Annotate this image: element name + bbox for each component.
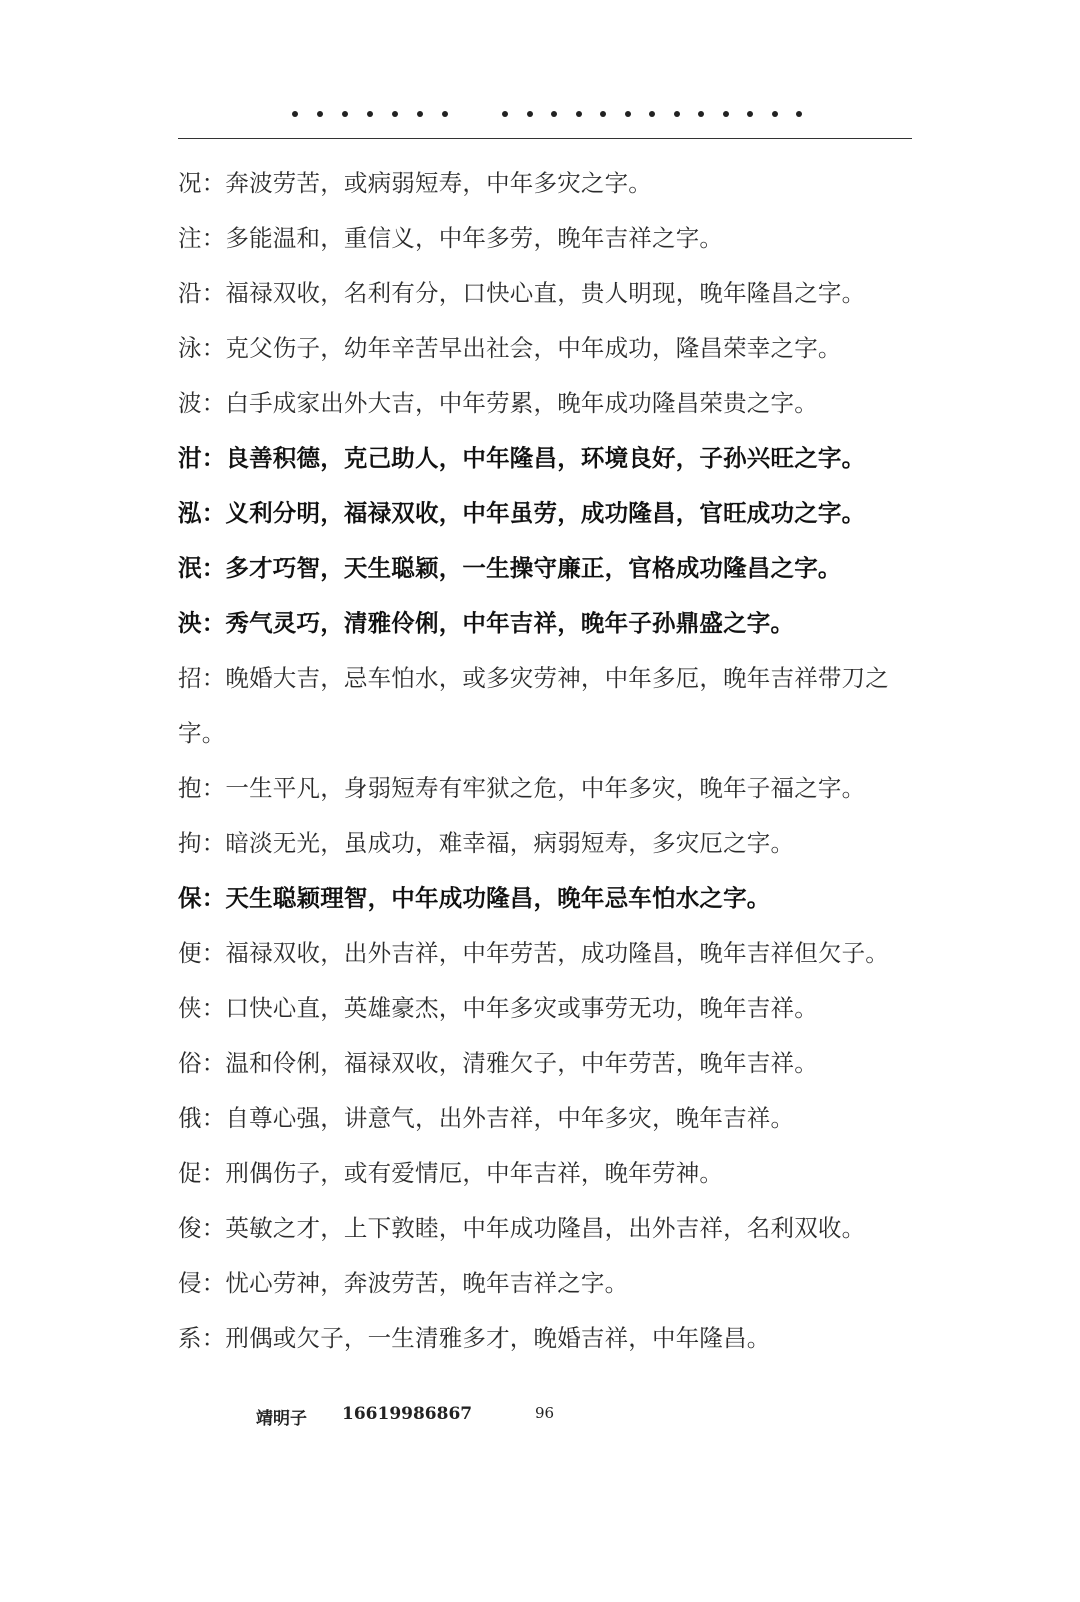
entry-separator: ： [201, 939, 226, 967]
dot-icon [417, 111, 423, 117]
entry-separator: ： [201, 169, 226, 197]
entry-character: 泓 [178, 499, 202, 527]
character-entry [178, 651, 918, 761]
character-entry [178, 321, 918, 376]
character-entry [178, 981, 918, 1036]
entry-character: 况 [178, 169, 202, 197]
entry-description: 暗淡无光，虽成功，难幸福，病弱短寿，多灾厄之字。 [225, 829, 795, 857]
entry-description: 晚婚大吉，忌车怕水，或多灾劳神，中年多厄，晚年吉祥带刀之字。 [178, 664, 890, 747]
character-entry [178, 266, 918, 321]
entry-separator: ： [201, 389, 226, 417]
dot-icon [747, 111, 753, 117]
entry-character: 俊 [178, 1214, 202, 1242]
entry-character: 注 [178, 224, 202, 252]
entry-character: 泯 [178, 554, 202, 582]
character-entry [178, 486, 918, 541]
entry-description: 克父伤子，幼年辛苦早出社会，中年成功，隆昌荣幸之字。 [225, 334, 842, 362]
entry-character: 沿 [178, 279, 202, 307]
entry-character: 促 [178, 1159, 202, 1187]
entry-separator: ： [201, 1159, 226, 1187]
entry-separator: ： [201, 609, 226, 637]
entry-description: 多能温和，重信义，中年多劳，晚年吉祥之字。 [225, 224, 724, 252]
entry-separator: ： [201, 554, 226, 582]
entry-description: 福禄双收，名利有分，口快心直，贵人明现，晚年隆昌之字。 [225, 279, 866, 307]
header-rule [178, 138, 912, 139]
entry-separator: ： [201, 664, 226, 692]
entry-description: 温和伶俐，福禄双收，清雅欠子，中年劳苦，晚年吉祥。 [225, 1049, 818, 1077]
entry-character: 侵 [178, 1269, 202, 1297]
header-dots-right [502, 104, 802, 124]
entry-character: 抱 [178, 774, 202, 802]
character-entry-list [178, 156, 918, 1366]
dot-icon [674, 111, 680, 117]
entry-description: 忧心劳神，奔波劳苦，晚年吉祥之字。 [225, 1269, 629, 1297]
entry-description: 口快心直，英雄豪杰，中年多灾或事劳无功，晚年吉祥。 [225, 994, 818, 1022]
dot-icon [698, 111, 704, 117]
dot-icon [527, 111, 533, 117]
character-entry [178, 761, 918, 816]
dot-icon [342, 111, 348, 117]
entry-description: 刑偶伤子，或有爱情厄，中年吉祥，晚年劳神。 [225, 1159, 724, 1187]
entry-character: 波 [178, 389, 202, 417]
entry-description: 刑偶或欠子，一生清雅多才，晚婚吉祥，中年隆昌。 [225, 1324, 771, 1352]
page-number: 96 [535, 1404, 555, 1422]
entry-description: 福禄双收，出外吉祥，中年劳苦，成功隆昌，晚年吉祥但欠子。 [225, 939, 890, 967]
dot-icon [551, 111, 557, 117]
dot-icon [502, 111, 508, 117]
entry-character: 泳 [178, 334, 202, 362]
entry-character: 保 [178, 884, 202, 912]
entry-character: 泔 [178, 444, 202, 472]
dot-icon [576, 111, 582, 117]
header-dots-left [292, 104, 448, 124]
dot-icon [625, 111, 631, 117]
character-entry [178, 211, 918, 266]
character-entry [178, 1256, 918, 1311]
entry-character: 拘 [178, 829, 202, 857]
entry-separator: ： [201, 829, 226, 857]
dot-icon [317, 111, 323, 117]
dot-icon [392, 111, 398, 117]
dot-icon [292, 111, 298, 117]
entry-separator: ： [201, 444, 226, 472]
character-entry [178, 1146, 918, 1201]
entry-description: 天生聪颖理智，中年成功隆昌，晚年忌车怕水之字。 [225, 884, 771, 912]
entry-description: 英敏之才，上下敦睦，中年成功隆昌，出外吉祥，名利双收。 [225, 1214, 866, 1242]
entry-description: 多才巧智，天生聪颖，一生操守廉正，官格成功隆昌之字。 [225, 554, 842, 582]
entry-separator: ： [201, 1269, 226, 1297]
character-entry [178, 376, 918, 431]
character-entry [178, 1311, 918, 1366]
entry-description: 白手成家出外大吉，中年劳累，晚年成功隆昌荣贵之字。 [225, 389, 818, 417]
entry-separator: ： [201, 224, 226, 252]
character-entry [178, 541, 918, 596]
dot-icon [772, 111, 778, 117]
entry-separator: ： [201, 1104, 226, 1132]
dot-icon [723, 111, 729, 117]
entry-separator: ： [201, 994, 226, 1022]
entry-separator: ： [201, 1214, 226, 1242]
entry-description: 自尊心强，讲意气，出外吉祥，中年多灾，晚年吉祥。 [225, 1104, 795, 1132]
entry-character: 便 [178, 939, 202, 967]
entry-separator: ： [201, 884, 226, 912]
entry-separator: ： [201, 1049, 226, 1077]
entry-description: 一生平凡，身弱短寿有牢狱之危，中年多灾，晚年子福之字。 [225, 774, 866, 802]
character-entry [178, 1201, 918, 1256]
dot-icon [649, 111, 655, 117]
entry-character: 俗 [178, 1049, 202, 1077]
entry-description: 义利分明，福禄双收，中年虽劳，成功隆昌，官旺成功之字。 [225, 499, 866, 527]
footer-phone: 16619986867 [342, 1404, 473, 1424]
dot-icon [796, 111, 802, 117]
character-entry [178, 1036, 918, 1091]
character-entry [178, 926, 918, 981]
entry-separator: ： [201, 334, 226, 362]
entry-separator: ： [201, 1324, 226, 1352]
entry-character: 系 [178, 1324, 202, 1352]
entry-character: 侠 [178, 994, 202, 1022]
entry-description: 良善积德，克己助人，中年隆昌，环境良好，子孙兴旺之字。 [225, 444, 866, 472]
dot-icon [367, 111, 373, 117]
character-entry [178, 596, 918, 651]
character-entry [178, 156, 918, 211]
entry-description: 秀气灵巧，清雅伶俐，中年吉祥，晚年子孙鼎盛之字。 [225, 609, 795, 637]
dot-icon [442, 111, 448, 117]
footer-author: 靖明子 [256, 1409, 307, 1429]
entry-character: 俄 [178, 1104, 202, 1132]
entry-separator: ： [201, 774, 226, 802]
dot-icon [600, 111, 606, 117]
entry-description: 奔波劳苦，或病弱短寿，中年多灾之字。 [225, 169, 653, 197]
entry-character: 招 [178, 664, 202, 692]
entry-separator: ： [201, 499, 226, 527]
character-entry [178, 1091, 918, 1146]
entry-separator: ： [201, 279, 226, 307]
character-entry [178, 871, 918, 926]
character-entry [178, 431, 918, 486]
entry-character: 泱 [178, 609, 202, 637]
character-entry [178, 816, 918, 871]
